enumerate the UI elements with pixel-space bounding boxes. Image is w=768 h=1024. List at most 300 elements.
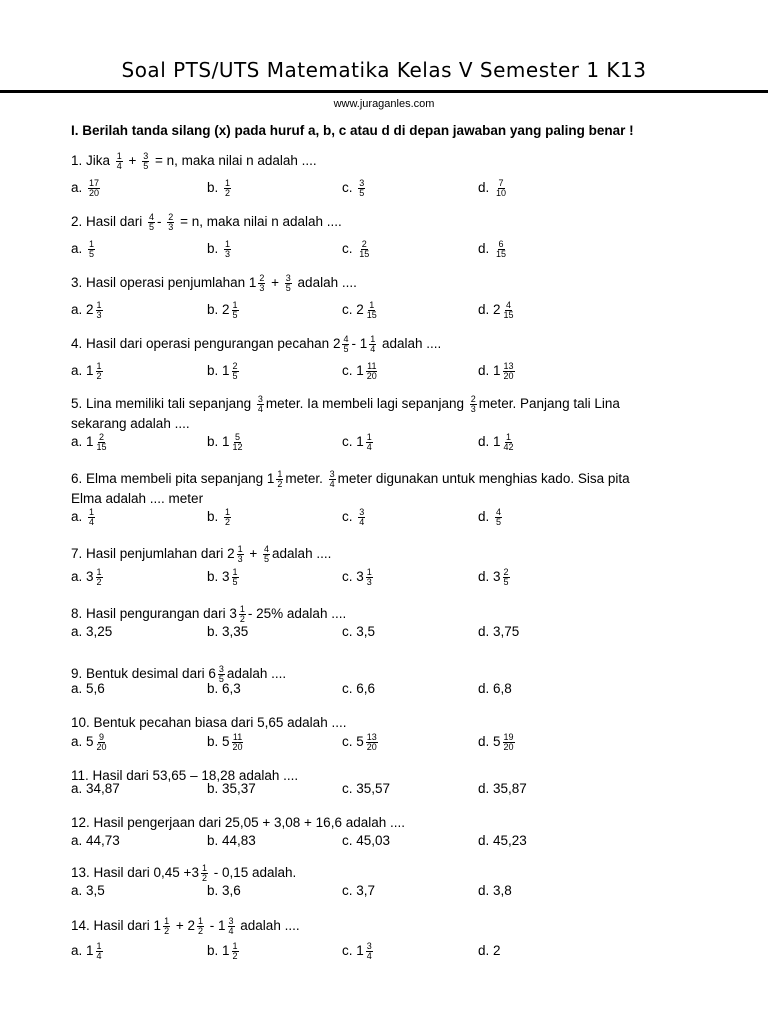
- question-2-option-a[interactable]: [71, 238, 97, 260]
- mixed-fraction: [86, 299, 105, 321]
- question-5-option-d[interactable]: [478, 431, 517, 453]
- fraction-whole: 3: [356, 569, 364, 585]
- mixed-fraction: [187, 915, 206, 937]
- text-segment: c. 45,03: [342, 833, 391, 848]
- fraction-stack: [96, 362, 103, 381]
- fraction-denominator: 2: [96, 576, 102, 587]
- fraction-denominator: 15: [96, 441, 107, 452]
- question-5-option-b[interactable]: [207, 431, 246, 453]
- question-13-text: [71, 862, 721, 884]
- text-segment: 13. Hasil dari 0,45 +: [71, 865, 192, 880]
- fraction-whole: 1: [493, 434, 501, 450]
- question-4-option-b[interactable]: [207, 360, 241, 382]
- question-7-text: [71, 543, 721, 565]
- fraction-numerator: 3: [329, 468, 335, 479]
- fraction-stack: [366, 733, 378, 752]
- fraction-whole: 2: [187, 918, 195, 934]
- question-13-option-a[interactable]: [71, 880, 105, 902]
- mixed-fraction: [493, 566, 512, 588]
- text-segment: meter. Panjang tali Lina: [478, 396, 620, 411]
- question-11-text: [71, 765, 721, 787]
- fraction-denominator: 20: [366, 741, 377, 752]
- fraction-stack: [366, 942, 373, 961]
- question-1-option-a[interactable]: [71, 177, 102, 199]
- question-10-option-d[interactable]: [478, 731, 517, 753]
- question-10-option-b[interactable]: [207, 731, 246, 753]
- question-9-option-a[interactable]: [71, 678, 105, 700]
- fraction-denominator: 4: [366, 950, 372, 961]
- fraction-whole: 1: [222, 943, 230, 959]
- question-14-option-a[interactable]: [71, 940, 105, 962]
- fraction-denominator: 15: [503, 309, 514, 320]
- fraction: [283, 274, 294, 293]
- question-11-option-c[interactable]: [342, 778, 390, 800]
- fraction-stack: [358, 240, 370, 259]
- fraction-numerator: 3: [218, 663, 224, 674]
- text-segment: a.: [71, 434, 87, 449]
- fraction-whole: 2: [493, 302, 501, 318]
- fraction-stack: [263, 545, 270, 564]
- fraction-stack: [96, 942, 103, 961]
- fraction-numerator: 1: [369, 299, 375, 310]
- fraction-numerator: 1: [96, 940, 102, 951]
- fraction-denominator: 2: [201, 872, 207, 883]
- question-12-option-b[interactable]: [207, 830, 256, 852]
- fraction-numerator: 1: [89, 238, 95, 249]
- text-segment: d.: [478, 509, 494, 524]
- question-7-option-b[interactable]: [207, 566, 241, 588]
- text-segment: b.: [207, 363, 223, 378]
- fraction-numerator: 7: [498, 177, 504, 188]
- fraction-numerator: 1: [225, 506, 231, 517]
- question-7-option-d[interactable]: [478, 566, 512, 588]
- fraction-denominator: 2: [225, 516, 231, 527]
- text-segment: -: [206, 918, 218, 933]
- fraction-stack: [232, 301, 239, 320]
- text-segment: meter. Ia membeli lagi sepanjang: [265, 396, 468, 411]
- fraction-stack: [366, 301, 378, 320]
- question-10-option-c[interactable]: [342, 731, 380, 753]
- question-10-text: [71, 712, 721, 734]
- question-13-option-c[interactable]: [342, 880, 375, 902]
- question-7-option-a[interactable]: [71, 566, 105, 588]
- fraction-stack: [342, 335, 349, 354]
- fraction-stack: [197, 917, 204, 936]
- fraction-numerator: 3: [359, 506, 365, 517]
- fraction: [140, 152, 151, 171]
- mixed-fraction: [356, 731, 380, 753]
- question-1-option-c[interactable]: [342, 177, 367, 199]
- fraction-whole: 1: [359, 336, 368, 352]
- fraction-numerator: 2: [470, 393, 476, 404]
- mixed-fraction: [493, 299, 517, 321]
- fraction-stack: [495, 179, 507, 198]
- fraction-stack: [228, 917, 235, 936]
- text-segment: b. 3,35: [207, 624, 249, 639]
- fraction-whole: 2: [356, 302, 364, 318]
- fraction-numerator: 2: [99, 431, 105, 442]
- text-segment: 10. Bentuk pecahan biasa dari 5,65 adalah ....: [71, 715, 347, 730]
- fraction: [356, 240, 372, 259]
- fraction-whole: 2: [227, 546, 235, 562]
- fraction: [222, 179, 233, 198]
- question-14-option-c[interactable]: [342, 940, 375, 962]
- mixed-fraction: [356, 360, 380, 382]
- fraction-numerator: 19: [503, 731, 514, 742]
- text-segment: b.: [207, 734, 223, 749]
- fraction: [493, 508, 504, 527]
- question-8-text: [71, 603, 721, 625]
- fraction-numerator: 1: [239, 603, 245, 614]
- text-segment: a.: [71, 180, 87, 195]
- text-segment: +: [245, 546, 262, 561]
- fraction-denominator: 3: [168, 221, 174, 232]
- fraction-numerator: 11: [232, 731, 243, 742]
- text-segment: +: [267, 275, 283, 290]
- question-6-option-a[interactable]: [71, 506, 97, 528]
- fraction-numerator: 1: [232, 940, 238, 951]
- fraction-denominator: 10: [496, 187, 507, 198]
- text-segment: c.: [342, 509, 357, 524]
- fraction-whole: 5: [222, 734, 230, 750]
- question-14-option-d[interactable]: [478, 940, 501, 962]
- fraction-stack: [366, 433, 373, 452]
- text-segment: d.: [478, 302, 494, 317]
- mixed-fraction: [356, 299, 380, 321]
- text-segment: b.: [207, 943, 223, 958]
- fraction: [356, 508, 367, 527]
- text-segment: a.: [71, 943, 87, 958]
- fraction-whole: 1: [493, 363, 501, 379]
- mixed-fraction: [222, 731, 246, 753]
- fraction-stack: [224, 508, 231, 527]
- text-segment: c. 3,5: [342, 624, 376, 639]
- fraction-stack: [503, 568, 510, 587]
- text-segment: a. 3,25: [71, 624, 113, 639]
- question-11-option-d[interactable]: [478, 778, 527, 800]
- fraction-whole: 1: [86, 943, 94, 959]
- fraction: [493, 179, 509, 198]
- mixed-fraction: [86, 431, 110, 453]
- question-10-option-a[interactable]: [71, 731, 110, 753]
- fraction: [114, 152, 125, 171]
- fraction-denominator: 20: [366, 370, 377, 381]
- fraction-whole: 2: [86, 302, 94, 318]
- fraction-whole: 1: [222, 434, 230, 450]
- question-5-option-a[interactable]: [71, 431, 110, 453]
- question-12-option-a[interactable]: [71, 830, 120, 852]
- fraction-whole: 5: [356, 734, 364, 750]
- text-segment: a. 5,6: [71, 681, 105, 696]
- fraction: [146, 213, 157, 232]
- text-segment: d. 3,75: [478, 624, 520, 639]
- question-1-option-d[interactable]: [478, 177, 509, 199]
- fraction-numerator: 9: [99, 731, 105, 742]
- question-14-text: [71, 915, 721, 937]
- fraction-numerator: 17: [89, 177, 100, 188]
- question-3-text: [71, 272, 721, 294]
- question-8-option-d[interactable]: [478, 621, 519, 643]
- fraction-numerator: 1: [96, 299, 102, 310]
- text-segment: adalah ....: [226, 666, 287, 681]
- text-segment: adalah ....: [272, 546, 332, 561]
- fraction-stack: [495, 508, 502, 527]
- fraction-stack: [96, 301, 103, 320]
- question-1-option-b[interactable]: [207, 177, 233, 199]
- fraction-denominator: 2: [197, 925, 203, 936]
- mixed-fraction: [222, 299, 241, 321]
- fraction-numerator: 1: [96, 566, 102, 577]
- fraction-stack: [329, 470, 336, 489]
- fraction-denominator: 5: [143, 160, 149, 171]
- text-segment: 3. Hasil operasi penjumlahan: [71, 275, 249, 290]
- mixed-fraction: [86, 566, 105, 588]
- text-segment: 6. Elma membeli pita sepanjang: [71, 471, 267, 486]
- fraction-numerator: 3: [228, 915, 234, 926]
- text-segment: b.: [207, 180, 223, 195]
- text-segment: +: [172, 918, 188, 933]
- question-6-option-c[interactable]: [342, 506, 367, 528]
- question-6-option-d[interactable]: [478, 506, 504, 528]
- question-8-option-c[interactable]: [342, 621, 375, 643]
- fraction-stack: [88, 240, 95, 259]
- fraction-numerator: 13: [503, 360, 514, 371]
- fraction-numerator: 3: [143, 150, 149, 161]
- question-3-option-d[interactable]: [478, 299, 517, 321]
- text-segment: 9. Bentuk desimal dari: [71, 666, 209, 681]
- fraction-numerator: 1: [89, 506, 95, 517]
- fraction-whole: 3: [229, 606, 237, 622]
- fraction-numerator: 4: [506, 299, 512, 310]
- fraction-denominator: 2: [277, 478, 283, 489]
- fraction-stack: [503, 733, 515, 752]
- fraction-stack: [276, 470, 283, 489]
- fraction-stack: [257, 395, 264, 414]
- question-12-option-d[interactable]: [478, 830, 527, 852]
- text-segment: b. 6,3: [207, 681, 241, 696]
- text-segment: -: [157, 214, 166, 229]
- fraction-denominator: 5: [503, 576, 509, 587]
- text-segment: d.: [478, 363, 494, 378]
- fraction-stack: [224, 240, 231, 259]
- text-segment: c.: [342, 569, 357, 584]
- fraction-whole: 3: [86, 569, 94, 585]
- fraction-denominator: 20: [89, 187, 100, 198]
- fraction-denominator: 4: [329, 478, 335, 489]
- question-11-option-a[interactable]: [71, 778, 120, 800]
- question-14-option-b[interactable]: [207, 940, 241, 962]
- question-4-option-d[interactable]: [478, 360, 517, 382]
- text-segment: d. 35,87: [478, 781, 527, 796]
- fraction-stack: [358, 508, 365, 527]
- fraction: [327, 470, 338, 489]
- question-3-option-c[interactable]: [342, 299, 380, 321]
- text-segment: a.: [71, 569, 87, 584]
- fraction-denominator: 5: [264, 553, 270, 564]
- fraction: [165, 213, 176, 232]
- question-13-option-d[interactable]: [478, 880, 512, 902]
- fraction-stack: [163, 917, 170, 936]
- fraction-numerator: 1: [232, 299, 238, 310]
- fraction-denominator: 4: [257, 403, 263, 414]
- question-11-option-b[interactable]: [207, 778, 256, 800]
- fraction-stack: [237, 545, 244, 564]
- fraction-stack: [358, 179, 365, 198]
- fraction-whole: 3: [222, 569, 230, 585]
- question-8-option-a[interactable]: [71, 621, 112, 643]
- question-6-option-b[interactable]: [207, 506, 233, 528]
- mixed-fraction: [86, 731, 110, 753]
- mixed-fraction: [356, 431, 375, 453]
- mixed-fraction: [86, 940, 105, 962]
- fraction-whole: 3: [191, 865, 199, 881]
- question-1-text: [71, 150, 721, 172]
- text-segment: c.: [342, 434, 357, 449]
- question-5-option-c[interactable]: [342, 431, 375, 453]
- text-segment: +: [124, 153, 141, 168]
- fraction-denominator: 4: [96, 950, 102, 961]
- text-segment: - 0,15 adalah.: [209, 865, 297, 880]
- text-segment: 5. Lina memiliki tali sepanjang: [71, 396, 255, 411]
- fraction: [86, 508, 97, 527]
- fraction-denominator: 2: [164, 925, 170, 936]
- question-9-option-d[interactable]: [478, 678, 512, 700]
- mixed-fraction: [493, 360, 517, 382]
- fraction-numerator: 1: [116, 150, 122, 161]
- text-segment: d.: [478, 241, 494, 256]
- text-segment: = n, maka nilai n adalah ....: [151, 153, 317, 168]
- fraction-denominator: 3: [366, 576, 372, 587]
- fraction-numerator: 2: [232, 360, 238, 371]
- fraction-whole: 1: [356, 363, 364, 379]
- text-segment: d. 2: [478, 943, 501, 958]
- question-2-text: [71, 211, 721, 233]
- fraction-whole: 1: [86, 434, 94, 450]
- fraction-whole: 3: [493, 569, 501, 585]
- question-5-text: [71, 413, 721, 435]
- fraction-denominator: 5: [232, 576, 238, 587]
- fraction-denominator: 3: [225, 248, 231, 259]
- question-4-option-c[interactable]: [342, 360, 380, 382]
- fraction-whole: 2: [332, 336, 341, 352]
- fraction-denominator: 4: [116, 160, 122, 171]
- fraction-numerator: 1: [366, 566, 372, 577]
- fraction-stack: [366, 568, 373, 587]
- mixed-fraction: [222, 431, 246, 453]
- question-12-option-c[interactable]: [342, 830, 390, 852]
- fraction-stack: [148, 213, 155, 232]
- fraction-stack: [96, 733, 108, 752]
- fraction-denominator: 12: [232, 441, 243, 452]
- website-url: www.juraganles.com: [333, 98, 435, 110]
- fraction-stack: [369, 335, 376, 354]
- fraction-denominator: 20: [96, 741, 107, 752]
- fraction-stack: [366, 362, 378, 381]
- text-segment: b.: [207, 434, 223, 449]
- fraction-denominator: 3: [96, 309, 102, 320]
- fraction-whole: 5: [86, 734, 94, 750]
- fraction-numerator: 6: [498, 238, 504, 249]
- fraction-denominator: 20: [232, 741, 243, 752]
- text-segment: -: [351, 336, 360, 351]
- question-4-option-a[interactable]: [71, 360, 105, 382]
- fraction: [222, 240, 233, 259]
- text-segment: c. 6,6: [342, 681, 376, 696]
- fraction-denominator: 5: [285, 282, 291, 293]
- question-2-option-d[interactable]: [478, 238, 509, 260]
- fraction-denominator: 3: [259, 282, 265, 293]
- mixed-fraction: [86, 360, 105, 382]
- text-segment: b. 35,37: [207, 781, 256, 796]
- question-9-option-c[interactable]: [342, 678, 375, 700]
- fraction-numerator: 1: [237, 543, 243, 554]
- fraction-numerator: 1: [225, 238, 231, 249]
- fraction-denominator: 2: [232, 950, 238, 961]
- text-segment: d.: [478, 734, 494, 749]
- fraction-denominator: 5: [89, 248, 95, 259]
- text-segment: a.: [71, 363, 87, 378]
- fraction-denominator: 15: [359, 248, 370, 259]
- text-segment: adalah ....: [293, 275, 357, 290]
- fraction-stack: [503, 433, 515, 452]
- question-12-text: [71, 812, 721, 834]
- question-8-option-b[interactable]: [207, 621, 248, 643]
- fraction-stack: [232, 568, 239, 587]
- fraction-numerator: 11: [367, 360, 377, 371]
- fraction-stack: [470, 395, 477, 414]
- fraction-whole: 1: [153, 918, 162, 934]
- question-9-option-b[interactable]: [207, 678, 241, 700]
- question-2-option-b[interactable]: [207, 238, 233, 260]
- fraction-denominator: 20: [503, 741, 514, 752]
- fraction-denominator: 20: [503, 370, 514, 381]
- fraction-denominator: 4: [228, 925, 234, 936]
- text-segment: adalah ....: [378, 336, 442, 351]
- question-2-option-c[interactable]: [342, 238, 372, 260]
- mixed-fraction: [356, 940, 375, 962]
- text-segment: a. 3,5: [71, 883, 105, 898]
- fraction-whole: 1: [218, 918, 226, 934]
- fraction-numerator: 5: [235, 431, 241, 442]
- fraction-stack: [88, 179, 100, 198]
- question-7-option-c[interactable]: [342, 566, 375, 588]
- mixed-fraction: [227, 543, 246, 565]
- text-segment: a. 44,73: [71, 833, 120, 848]
- question-4-text: [71, 333, 721, 355]
- text-segment: d.: [478, 180, 494, 195]
- text-segment: - 25% adalah ....: [247, 606, 347, 621]
- text-segment: a.: [71, 241, 87, 256]
- question-13-option-b[interactable]: [207, 880, 241, 902]
- fraction-numerator: 1: [506, 431, 512, 442]
- text-segment: 12. Hasil pengerjaan dari 25,05 + 3,08 + 16,6 adalah ....: [71, 815, 405, 830]
- fraction-numerator: 2: [503, 566, 509, 577]
- fraction-whole: 1: [266, 471, 275, 487]
- fraction-numerator: 1: [366, 431, 372, 442]
- fraction-whole: 2: [222, 302, 230, 318]
- text-segment: 2. Hasil dari: [71, 214, 147, 229]
- fraction-denominator: 2: [239, 613, 245, 624]
- fraction-numerator: 1: [96, 360, 102, 371]
- text-segment: Elma adalah .... meter: [71, 491, 204, 506]
- fraction-numerator: 3: [285, 272, 291, 283]
- question-3-option-a[interactable]: [71, 299, 105, 321]
- text-segment: b. 44,83: [207, 833, 256, 848]
- question-3-option-b[interactable]: [207, 299, 241, 321]
- text-segment: b.: [207, 509, 223, 524]
- fraction-denominator: 3: [470, 403, 476, 414]
- fraction: [86, 240, 97, 259]
